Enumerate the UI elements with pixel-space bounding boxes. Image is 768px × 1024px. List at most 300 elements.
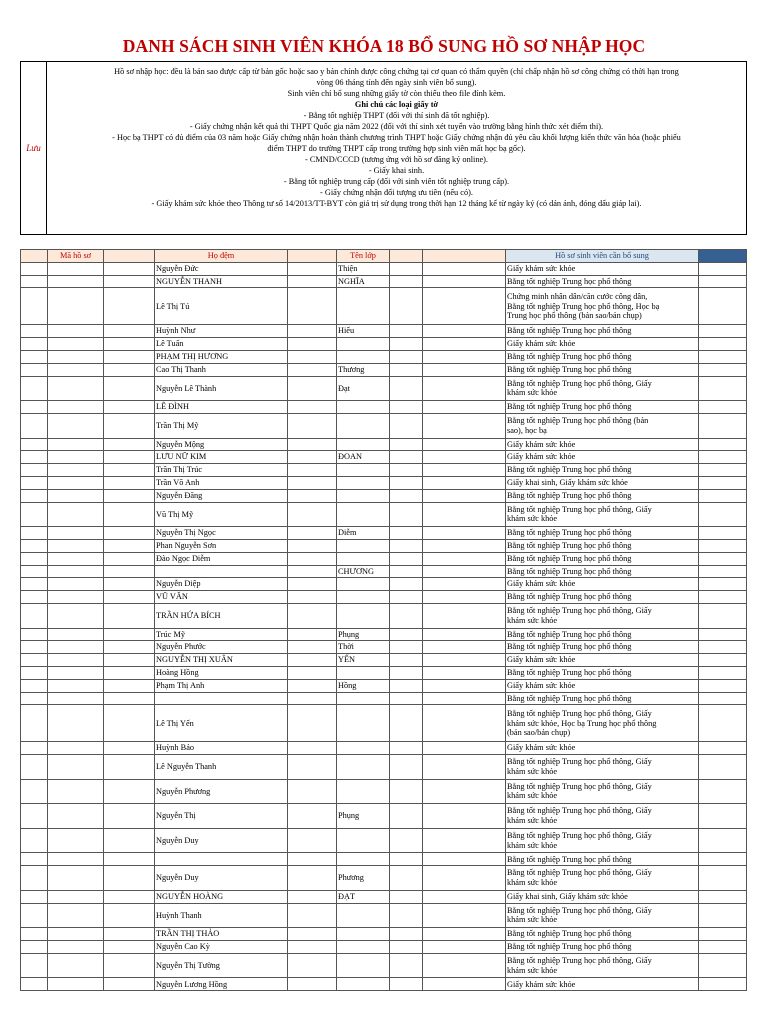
empty-cell	[104, 262, 155, 275]
note-body	[46, 62, 746, 234]
cell-name: Đạt	[337, 376, 390, 401]
table-row	[21, 755, 747, 780]
empty-cell	[423, 755, 506, 780]
empty-cell	[288, 953, 337, 978]
empty-cell	[21, 413, 48, 438]
empty-cell	[699, 489, 747, 502]
empty-cell	[288, 928, 337, 941]
cell-docs	[506, 654, 699, 667]
empty-cell	[699, 828, 747, 853]
empty-cell	[21, 527, 48, 540]
empty-cell	[699, 779, 747, 804]
docs-line: Bằng tốt nghiệp Trung học phổ thông	[507, 326, 632, 336]
empty-cell	[288, 376, 337, 401]
empty-cell	[21, 692, 48, 705]
empty-cell	[104, 438, 155, 451]
empty-cell	[48, 679, 104, 692]
empty-cell	[699, 275, 747, 288]
cell-docs	[506, 705, 699, 742]
empty-cell	[288, 275, 337, 288]
empty-cell	[104, 527, 155, 540]
cell-name: Diễm	[337, 527, 390, 540]
cell-surname	[155, 692, 288, 705]
empty-cell	[699, 262, 747, 275]
docs-line: Giấy khám sức khỏe	[507, 579, 576, 589]
cell-name	[337, 502, 390, 527]
empty-cell	[288, 853, 337, 866]
empty-cell	[48, 953, 104, 978]
cell-surname: Phạm Thị Anh	[155, 679, 288, 692]
empty-cell	[21, 828, 48, 853]
table-row	[21, 401, 747, 414]
empty-cell	[699, 539, 747, 552]
table-row	[21, 628, 747, 641]
header-cell	[104, 250, 155, 263]
cell-name	[337, 779, 390, 804]
empty-cell	[288, 654, 337, 667]
empty-cell	[21, 363, 48, 376]
empty-cell	[48, 401, 104, 414]
empty-cell	[423, 401, 506, 414]
cell-name: Phụng	[337, 804, 390, 829]
header-name: Tên lớp	[337, 250, 390, 263]
empty-cell	[390, 804, 423, 829]
docs-line: Bằng tốt nghiệp Trung học phổ thông, Giấy	[507, 606, 652, 616]
docs-line: Giấy khai sinh, Giấy khám sức khỏe	[507, 891, 628, 901]
docs-line: Bằng tốt nghiệp Trung học phổ thông, Giấy	[507, 708, 652, 718]
table-row	[21, 363, 747, 376]
empty-cell	[48, 755, 104, 780]
empty-cell	[423, 262, 506, 275]
empty-cell	[104, 413, 155, 438]
empty-cell	[48, 941, 104, 954]
cell-docs	[506, 376, 699, 401]
empty-cell	[104, 376, 155, 401]
table-body	[21, 262, 747, 990]
table-row	[21, 804, 747, 829]
table-row	[21, 928, 747, 941]
empty-cell	[104, 565, 155, 578]
empty-cell	[104, 742, 155, 755]
empty-cell	[699, 578, 747, 591]
empty-cell	[390, 890, 423, 903]
empty-cell	[390, 413, 423, 438]
empty-cell	[423, 692, 506, 705]
docs-line: Bằng tốt nghiệp Trung học phổ thông, Giấy	[507, 504, 652, 514]
empty-cell	[423, 489, 506, 502]
empty-cell	[48, 451, 104, 464]
empty-cell	[104, 779, 155, 804]
empty-cell	[104, 628, 155, 641]
empty-cell	[390, 654, 423, 667]
header-cell	[21, 250, 48, 263]
empty-cell	[699, 742, 747, 755]
empty-cell	[21, 941, 48, 954]
empty-cell	[104, 591, 155, 604]
empty-cell	[699, 628, 747, 641]
empty-cell	[48, 903, 104, 928]
cell-docs	[506, 953, 699, 978]
empty-cell	[390, 376, 423, 401]
cell-surname: Lê Thị Yến	[155, 705, 288, 742]
cell-surname: Nguyễn Thị	[155, 804, 288, 829]
empty-cell	[288, 804, 337, 829]
empty-cell	[48, 828, 104, 853]
empty-cell	[699, 705, 747, 742]
note-line: Ghi chú các loại giấy tờ	[354, 100, 439, 109]
empty-cell	[699, 853, 747, 866]
empty-cell	[48, 742, 104, 755]
empty-cell	[104, 476, 155, 489]
docs-line: Bằng tốt nghiệp Trung học phổ thông	[507, 668, 632, 677]
table-row	[21, 413, 747, 438]
cell-docs	[506, 641, 699, 654]
docs-line: Bằng tốt nghiệp Trung học phổ thông	[507, 854, 632, 864]
student-table	[20, 249, 747, 991]
empty-cell	[288, 628, 337, 641]
cell-surname: Nguyễn Mộng	[155, 438, 288, 451]
cell-surname: NGUYỄN HOÀNG	[155, 890, 288, 903]
cell-docs	[506, 779, 699, 804]
empty-cell	[390, 350, 423, 363]
empty-cell	[423, 978, 506, 991]
cell-docs	[506, 853, 699, 866]
table-row	[21, 527, 747, 540]
empty-cell	[423, 476, 506, 489]
empty-cell	[699, 451, 747, 464]
cell-name: Thời	[337, 641, 390, 654]
cell-docs	[506, 866, 699, 891]
cell-docs	[506, 325, 699, 338]
docs-line: Giấy khám sức khỏe	[507, 452, 576, 462]
docs-line: khám sức khỏe	[507, 388, 558, 398]
empty-cell	[699, 603, 747, 628]
table-row	[21, 325, 747, 338]
empty-cell	[104, 903, 155, 928]
empty-cell	[390, 978, 423, 991]
note-line: - Bằng tốt nghiệp THPT (đối với thí sinh đã tốt nghiệp).	[303, 111, 490, 120]
empty-cell	[390, 476, 423, 489]
cell-docs	[506, 539, 699, 552]
empty-cell	[288, 779, 337, 804]
docs-line: (bản sao/bản chụp)	[507, 728, 571, 738]
empty-cell	[390, 692, 423, 705]
table-row	[21, 552, 747, 565]
table-row	[21, 438, 747, 451]
empty-cell	[21, 489, 48, 502]
note-line: Sinh viên chỉ bổ sung những giấy tờ còn thiếu theo file đính kèm.	[287, 89, 506, 98]
empty-cell	[390, 565, 423, 578]
cell-surname: Trần Thị Mỹ	[155, 413, 288, 438]
empty-cell	[699, 804, 747, 829]
empty-cell	[104, 890, 155, 903]
empty-cell	[104, 552, 155, 565]
docs-line: khám sức khỏe, Học bạ Trung học phổ thông	[507, 718, 657, 728]
empty-cell	[48, 890, 104, 903]
empty-cell	[390, 641, 423, 654]
empty-cell	[288, 552, 337, 565]
cell-name	[337, 552, 390, 565]
empty-cell	[21, 978, 48, 991]
empty-cell	[699, 941, 747, 954]
cell-docs	[506, 338, 699, 351]
empty-cell	[699, 325, 747, 338]
empty-cell	[288, 476, 337, 489]
cell-surname: Nguyễn Lê Thành	[155, 376, 288, 401]
table-row	[21, 376, 747, 401]
empty-cell	[699, 552, 747, 565]
table-row	[21, 603, 747, 628]
cell-surname: VŨ VĂN	[155, 591, 288, 604]
empty-cell	[21, 539, 48, 552]
empty-cell	[390, 591, 423, 604]
cell-surname: TRẦN HỨA BÍCH	[155, 603, 288, 628]
empty-cell	[390, 288, 423, 325]
cell-surname: Huỳnh Bảo	[155, 742, 288, 755]
empty-cell	[288, 325, 337, 338]
empty-cell	[390, 705, 423, 742]
cell-name	[337, 828, 390, 853]
cell-name: CHƯƠNG	[337, 565, 390, 578]
empty-cell	[390, 502, 423, 527]
docs-line: Bằng tốt nghiệp Trung học phổ thông	[507, 364, 632, 374]
table-row	[21, 941, 747, 954]
cell-surname: Nguyễn Diệp	[155, 578, 288, 591]
empty-cell	[21, 565, 48, 578]
table-row	[21, 539, 747, 552]
empty-cell	[48, 489, 104, 502]
empty-cell	[104, 928, 155, 941]
empty-cell	[423, 804, 506, 829]
empty-cell	[48, 502, 104, 527]
empty-cell	[390, 325, 423, 338]
cell-docs	[506, 288, 699, 325]
cell-surname: Nguyễn Thị Tường	[155, 953, 288, 978]
empty-cell	[390, 552, 423, 565]
empty-cell	[288, 666, 337, 679]
empty-cell	[21, 928, 48, 941]
header-cell	[288, 250, 337, 263]
empty-cell	[699, 527, 747, 540]
empty-cell	[423, 603, 506, 628]
cell-docs	[506, 527, 699, 540]
empty-cell	[48, 552, 104, 565]
empty-cell	[288, 755, 337, 780]
docs-line: Bằng tốt nghiệp Trung học phổ thông, Giấy	[507, 956, 652, 966]
docs-line: Bằng tốt nghiệp Trung học phổ thông	[507, 592, 632, 602]
empty-cell	[48, 438, 104, 451]
table-row	[21, 953, 747, 978]
empty-cell	[21, 705, 48, 742]
cell-docs	[506, 363, 699, 376]
cell-name	[337, 742, 390, 755]
docs-line: khám sức khỏe	[507, 816, 558, 826]
empty-cell	[423, 413, 506, 438]
cell-surname: Huỳnh Như	[155, 325, 288, 338]
table-row	[21, 464, 747, 477]
empty-cell	[699, 953, 747, 978]
empty-cell	[288, 692, 337, 705]
cell-name	[337, 464, 390, 477]
empty-cell	[48, 539, 104, 552]
empty-cell	[390, 489, 423, 502]
empty-cell	[21, 953, 48, 978]
empty-cell	[423, 464, 506, 477]
empty-cell	[48, 866, 104, 891]
cell-name: NGHĨA	[337, 275, 390, 288]
empty-cell	[104, 401, 155, 414]
empty-cell	[48, 591, 104, 604]
empty-cell	[48, 565, 104, 578]
empty-cell	[423, 451, 506, 464]
cell-name	[337, 953, 390, 978]
empty-cell	[699, 679, 747, 692]
empty-cell	[699, 363, 747, 376]
cell-docs	[506, 928, 699, 941]
empty-cell	[423, 779, 506, 804]
empty-cell	[104, 489, 155, 502]
empty-cell	[21, 804, 48, 829]
cell-docs	[506, 828, 699, 853]
cell-docs	[506, 628, 699, 641]
docs-line: Bằng tốt nghiệp Trung học phổ thông, Giấy	[507, 378, 652, 388]
empty-cell	[699, 476, 747, 489]
table-row	[21, 489, 747, 502]
docs-line: khám sức khỏe	[507, 615, 558, 625]
docs-line: Bằng tốt nghiệp Trung học phổ thông, Giấy	[507, 806, 652, 816]
empty-cell	[390, 539, 423, 552]
empty-cell	[390, 401, 423, 414]
docs-line: Giấy khám sức khỏe	[507, 743, 576, 753]
empty-cell	[423, 679, 506, 692]
empty-cell	[48, 654, 104, 667]
empty-cell	[104, 464, 155, 477]
table-row	[21, 502, 747, 527]
empty-cell	[104, 692, 155, 705]
empty-cell	[390, 338, 423, 351]
empty-cell	[104, 275, 155, 288]
docs-line: Bằng tốt nghiệp Trung học phổ thông	[507, 566, 632, 576]
empty-cell	[21, 262, 48, 275]
empty-cell	[104, 578, 155, 591]
docs-line: Bằng tốt nghiệp Trung học phổ thông, Giấy	[507, 831, 652, 841]
docs-line: Bằng tốt nghiệp Trung học phổ thông	[507, 402, 632, 412]
empty-cell	[699, 438, 747, 451]
empty-cell	[288, 438, 337, 451]
empty-cell	[699, 641, 747, 654]
empty-cell	[699, 401, 747, 414]
empty-cell	[288, 288, 337, 325]
empty-cell	[104, 654, 155, 667]
cell-docs	[506, 451, 699, 464]
cell-surname: Nguyễn Thị Ngọc	[155, 527, 288, 540]
empty-cell	[288, 679, 337, 692]
docs-line: Giấy khám sức khỏe	[507, 439, 576, 449]
empty-cell	[390, 578, 423, 591]
cell-docs	[506, 476, 699, 489]
empty-cell	[390, 464, 423, 477]
header-docs: Hồ sơ sinh viên cần bổ sung	[506, 250, 699, 263]
cell-docs	[506, 692, 699, 705]
empty-cell	[48, 853, 104, 866]
empty-cell	[390, 755, 423, 780]
cell-name	[337, 288, 390, 325]
empty-cell	[288, 413, 337, 438]
note-line: - Giấy khám sức khỏe theo Thông tư số 14/2013/TT-BYT còn giá trị sử dụng trong thời hạn 12 tháng kể từ ngày ký (có dán ảnh, đóng dấu giáp lai).	[151, 199, 642, 208]
docs-line: Bằng tốt nghiệp Trung học phổ thông	[507, 942, 632, 952]
empty-cell	[423, 828, 506, 853]
empty-cell	[104, 953, 155, 978]
empty-cell	[423, 641, 506, 654]
cell-docs	[506, 755, 699, 780]
empty-cell	[699, 978, 747, 991]
table-row	[21, 641, 747, 654]
empty-cell	[288, 338, 337, 351]
empty-cell	[48, 476, 104, 489]
empty-cell	[423, 953, 506, 978]
empty-cell	[48, 527, 104, 540]
empty-cell	[423, 363, 506, 376]
empty-cell	[699, 692, 747, 705]
cell-surname: LÊ ĐÌNH	[155, 401, 288, 414]
empty-cell	[423, 502, 506, 527]
cell-docs	[506, 275, 699, 288]
empty-cell	[288, 742, 337, 755]
cell-docs	[506, 890, 699, 903]
empty-cell	[21, 325, 48, 338]
empty-cell	[48, 325, 104, 338]
empty-cell	[104, 338, 155, 351]
empty-cell	[423, 539, 506, 552]
empty-cell	[699, 338, 747, 351]
empty-cell	[699, 654, 747, 667]
empty-cell	[104, 853, 155, 866]
empty-cell	[21, 288, 48, 325]
empty-cell	[423, 742, 506, 755]
note-line: - Học bạ THPT có đủ điểm của 03 năm hoặc Giấy chứng nhận hoàn thành chương trình THPT hoặc Giấy chứng nhận đủ yêu cầu khối lượng kiến thức văn hóa (hoặc phiếu	[112, 133, 681, 142]
cell-name	[337, 666, 390, 679]
cell-surname: Trúc Mỹ	[155, 628, 288, 641]
docs-line: Bằng tốt nghiệp Trung học phổ thông, Học bạ	[507, 301, 660, 311]
empty-cell	[48, 350, 104, 363]
empty-cell	[48, 262, 104, 275]
cell-docs	[506, 350, 699, 363]
empty-cell	[390, 866, 423, 891]
empty-cell	[48, 641, 104, 654]
empty-cell	[21, 641, 48, 654]
empty-cell	[288, 451, 337, 464]
empty-cell	[104, 828, 155, 853]
docs-line: Bằng tốt nghiệp Trung học phổ thông	[507, 541, 632, 551]
header-surname: Họ đệm	[155, 250, 288, 263]
note-line: điểm THPT do trường THPT cấp trong trường hợp sinh viên mất học bạ gốc).	[267, 144, 526, 153]
cell-docs	[506, 438, 699, 451]
empty-cell	[390, 451, 423, 464]
empty-cell	[423, 928, 506, 941]
empty-cell	[699, 755, 747, 780]
table-header-row	[21, 250, 747, 263]
document-title: DANH SÁCH SINH VIÊN KHÓA 18 BỔ SUNG HỒ SƠ NHẬP HỌC	[122, 36, 646, 56]
table-row	[21, 565, 747, 578]
cell-surname	[155, 853, 288, 866]
cell-name	[337, 578, 390, 591]
empty-cell	[699, 866, 747, 891]
empty-cell	[390, 928, 423, 941]
table-row	[21, 591, 747, 604]
docs-line: Chứng minh nhân dân/căn cước công dân,	[507, 292, 648, 301]
docs-line: khám sức khỏe	[507, 840, 558, 850]
cell-name	[337, 401, 390, 414]
